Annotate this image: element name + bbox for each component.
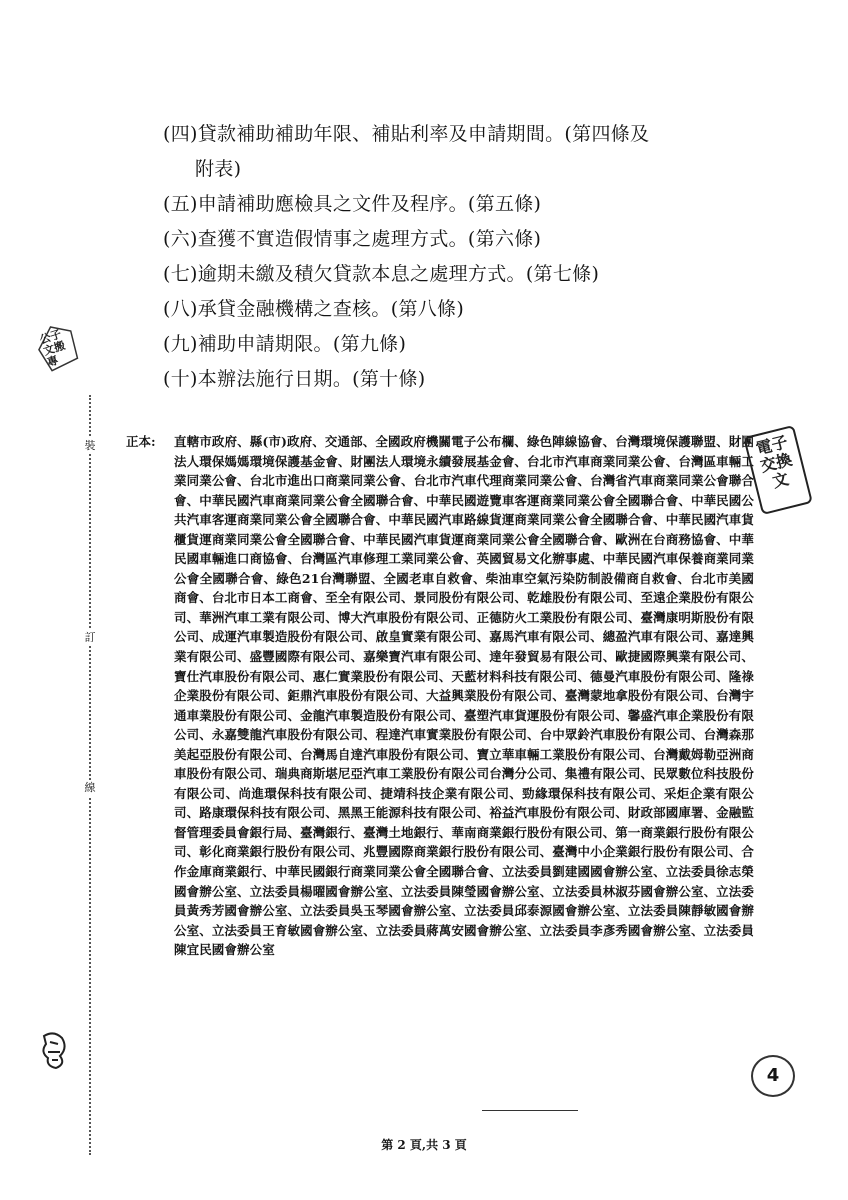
item-9: (九)補助申請期限。(第九條) (163, 333, 407, 355)
binding-dotted-line (89, 395, 91, 1155)
binding-mark-zhuang: 裝 (82, 438, 98, 454)
distribution-label: 正本: (126, 434, 156, 449)
item-10: (十)本辦法施行日期。(第十條) (163, 368, 426, 390)
seal-mark-icon (38, 1030, 68, 1070)
distribution-recipients: 直轄市政府、縣(市)政府、交通部、全國政府機關電子公布欄、綠色陣線協會、台灣環境保護聯盟、財團法人環保媽媽環境保護基金會、財團法人環境永續發展基金會、台北市汽車商業同業公會、台灣區車輛工業同業公會、台北市進出口商業同業公會、台北市汽車代理商業同業公會、台灣省汽車商業同業公會聯合會、中華民國汽車商業同業公會全國聯合會、中華民國遊覽車客運商業同業公會全國聯合會、中華民國公共汽車客運商業同業公會全國聯合會、中華民國汽車路線貨運商業同業公會全國聯合會、中華民國汽車貨櫃貨運商業同業公會全國聯合會、中華民國汽車貨運商業同業公會全國聯合會、歐洲在台商務協會、中華民國車輛進口商協會、台灣區汽車修理工業同業公會、英國貿易文化辦事處、中華民國汽車保養商業同業公會全國聯合會、綠色21台灣聯盟、全國老車自救會、柴油車空氣污染防制設備商自救會、台北市美國商會、台北市日本工商會、至全有限公司、景同股份有限公司、乾雄股份有限公司、至遠企業股份有限公司、華洲汽車工業有限公司、博大汽車股份有限公司、正德防火工業股份有限公司、臺灣康明斯股份有限公司、成運汽車製造股份有限公司、啟皇實業有限公司、嘉馬汽車有限公司、總盈汽車有限公司、嘉達興業有限公司、盛豐國際有限公司、嘉樂寶汽車有限公司、達年發貿易有限公司、歐捷國際興業有限公司、寶仕汽車股份有限公司、惠仁實業股份有限公司、天藍材料科技有限公司、德曼汽車股份有限公司、隆祿企業股份有限公司、鉅鼎汽車股份有限公司、大益興業股份有限公司、臺灣蒙地拿股份有限公司、台灣宇通車業股份有限公司、金龍汽車製造股份有限公司、臺塑汽車貨運股份有限公司、馨盛汽車企業股份有限公司、永嘉雙龍汽車股份有限公司、程達汽車實業股份有限公司、台中眾鈴汽車股份有限公司、台灣森那美起亞股份有限公司、台灣馬自達汽車股份有限公司、寶立華車輛工業股份有限公司、台灣戴姆勒亞洲商車股份有限公司、瑞典商斯堪尼亞汽車工業股份有限公司台灣分公司、集禮有限公司、民眾數位科技股份有限公司、尚進環保科技有限公司、捷靖科技企業有限公司、勁緣環保科技有限公司、采炬企業有限公司、路康環保科技有限公司、黑黑王能源科技有限公司、裕益汽車股份有限公司、財政部國庫署、金融監督管理委員會銀行局、臺灣銀行、臺灣土地銀行、華南商業銀行股份有限公司、第一商業銀行股份有限公司、彰化商業銀行股份有限公司、兆豐國際商業銀行股份有限公司、臺灣中小企業銀行股份有限公司、合作金庫商業銀行、中華民國銀行商業同業公會全國聯合會、立法委員劉建國國會辦公室、立法委員徐志榮國會辦公室、立法委員楊曜國會辦公室、立法委員陳瑩國會辦公室、立法委員林淑芬國會辦公室、立法委員黃秀芳國會辦公室、立法委員吳玉琴國會辦公室、立法委員邱泰源國會辦公室、立法委員陳靜敏國會辦公室、立法委員王育敏國會辦公室、立法委員蔣萬安國會辦公室、立法委員李彥秀國會辦公室、立法委員陳宜民國會辦公室 (174, 434, 754, 958)
stamp-left-text: 公子文搬專 (38, 327, 67, 370)
page-mark-circle: 4 (751, 1055, 795, 1097)
stamp-right-text: 電子交換文 (753, 432, 795, 492)
item-4-continued: 附表) (195, 158, 242, 180)
item-8: (八)承貸金融機構之查核。(第八條) (163, 298, 465, 320)
footer-rule (482, 1110, 578, 1111)
item-7: (七)逾期未繳及積欠貸款本息之處理方式。(第七條) (163, 263, 600, 285)
binding-mark-ding: 訂 (82, 630, 98, 646)
section-items-list (163, 122, 723, 402)
item-4: (四)貸款補助補助年限、補貼利率及申請期間。(第四條及 (163, 123, 650, 145)
item-5: (五)申請補助應檢具之文件及程序。(第五條) (163, 193, 542, 215)
exchange-stamp-left (31, 319, 83, 375)
binding-mark-xian: 線 (82, 780, 98, 796)
page-number: 第 2 頁,共 3 頁 (381, 1138, 467, 1152)
item-6: (六)查獲不實造假情事之處理方式。(第六條) (163, 228, 542, 250)
